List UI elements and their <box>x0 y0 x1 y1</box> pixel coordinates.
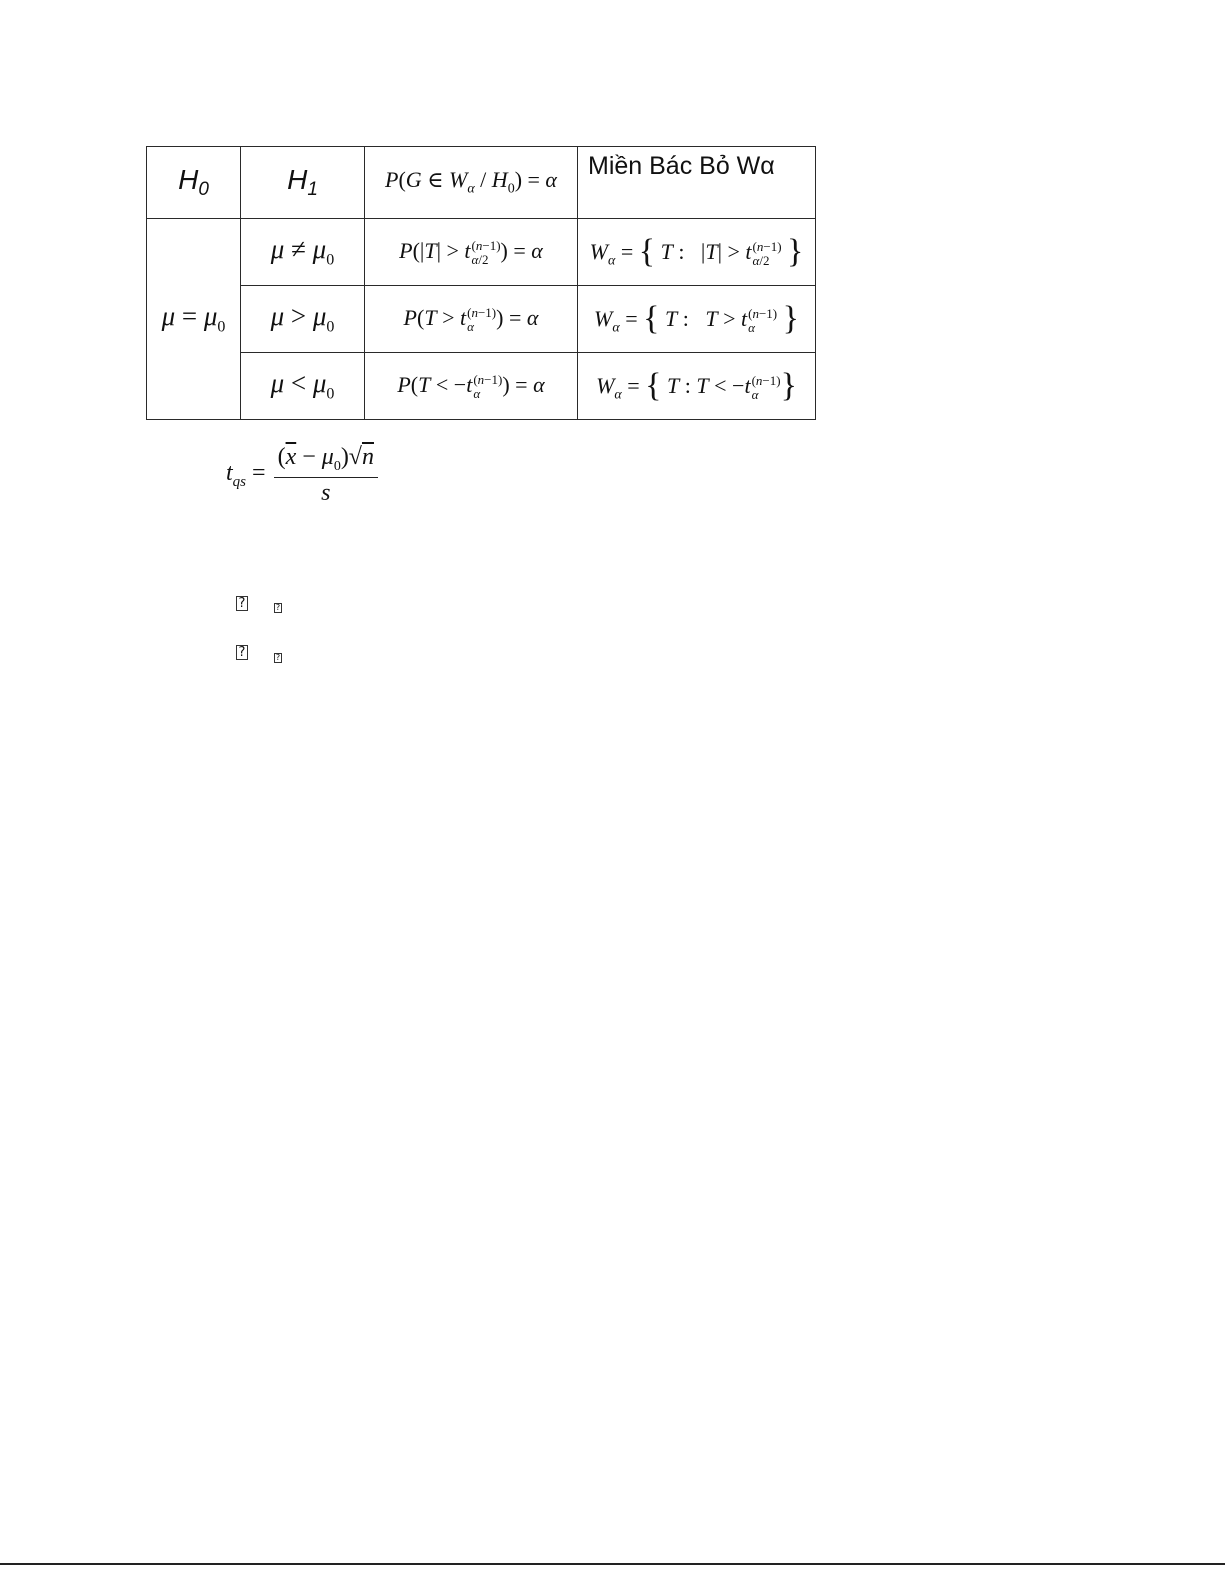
table-row <box>147 353 816 420</box>
prob-cell-left: P(T < −t (n−1) α ) = α <box>365 353 578 420</box>
hypothesis-table <box>146 146 816 420</box>
header-rejection-region: Miền Bác Bỏ Wα <box>578 147 816 219</box>
region-cell-right: $W_\alpha$ = { T : T > t (n−1) α } <box>578 286 816 353</box>
missing-glyph-icon: ? <box>275 603 281 612</box>
h1-cell-gt: $\mu > \mu_0$ <box>241 286 365 353</box>
missing-glyph-icon: ? <box>236 596 248 611</box>
table-row <box>147 286 816 353</box>
formula-denominator: s <box>321 479 331 506</box>
prob-cell-right: P(T > t (n−1) α ) = α <box>365 286 578 353</box>
missing-glyph-icon: ? <box>275 653 281 662</box>
missing-glyph-icon: ? <box>236 645 248 660</box>
table-header-row <box>147 147 816 219</box>
header-probability: P(G ∈ $W_\alpha / H_0) = \alpha$ <box>365 147 578 219</box>
formula-numerator: $(\overline{x} - \mu_0)√n$ <box>274 444 378 478</box>
formula-fraction <box>274 444 378 507</box>
h0-cell: $\mu = \mu_0$ <box>147 219 241 420</box>
formula-lhs: $t_{qs}$ = <box>226 460 266 490</box>
header-h1: $H_1$ <box>241 147 365 219</box>
prob-cell-two-sided: P(|T| > t (n−1) α/2 ) = α <box>365 219 578 286</box>
header-h0: $H_0$ <box>147 147 241 219</box>
test-statistic-formula <box>226 444 378 507</box>
page-bottom-rule <box>0 1563 1225 1565</box>
region-cell-left: $W_\alpha$ = { T : T < −t (n−1) α } <box>578 353 816 420</box>
h1-cell-neq: $\mu \ne \mu_0$ <box>241 219 365 286</box>
h1-cell-lt: $\mu < \mu_0$ <box>241 353 365 420</box>
table-row <box>147 219 816 286</box>
region-cell-two-sided: $W_\alpha$ = { T : |T| > t (n−1) α/2 } <box>578 219 816 286</box>
